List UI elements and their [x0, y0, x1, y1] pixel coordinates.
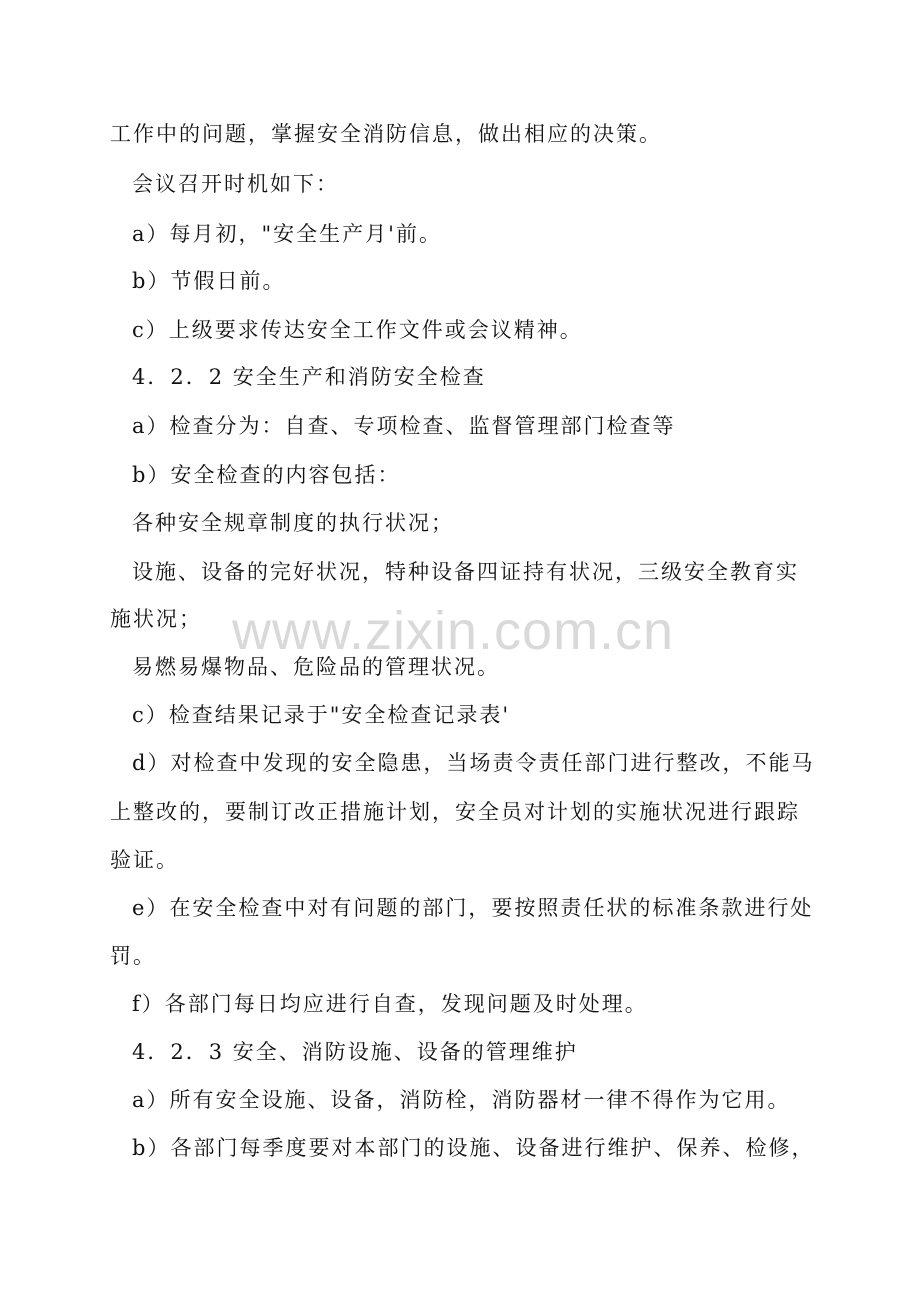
list-item-b: b）各部门每季度要对本部门的设施、设备进行维护、保养、检修， [132, 1136, 815, 1160]
list-item-c: c）上级要求传达安全工作文件或会议精神。 [132, 318, 583, 342]
paragraph-line: 各种安全规章制度的执行状况； [132, 511, 454, 535]
list-item-e: e）在安全检查中对有问题的部门，要按照责任状的标准条款进行处 [132, 896, 814, 920]
list-item-f: f）各部门每日均应进行自查，发现问题及时处理。 [132, 992, 648, 1016]
list-item-c: c）检查结果记录于"安全检查记录表' [132, 703, 511, 727]
paragraph-line: 设施、设备的完好状况，特种设备四证持有状况，三级安全教育实 [132, 560, 799, 584]
list-item-a: a）检查分为：自查、专项检查、监督管理部门检查等 [132, 414, 676, 438]
list-item-b: b）节假日前。 [132, 269, 286, 293]
paragraph-line: 罚。 [110, 944, 156, 968]
paragraph-line: 会议召开时机如下： [132, 172, 339, 196]
list-item-b: b）安全检查的内容包括： [132, 463, 401, 487]
section-heading: 4．2．3 安全、消防设施、设备的管理维护 [132, 1040, 578, 1064]
paragraph-line: 易燃易爆物品、危险品的管理状况。 [132, 655, 500, 679]
paragraph-line: 工作中的问题，掌握安全消防信息，做出相应的决策。 [110, 122, 662, 146]
list-item-a: a）所有安全设施、设备，消防栓，消防器材一律不得作为它用。 [132, 1088, 791, 1112]
list-item-a: a）每月初，"安全生产月'前。 [132, 222, 442, 246]
paragraph-line: 施状况； [110, 607, 202, 631]
paragraph-line: 验证。 [110, 848, 179, 872]
paragraph-line: 上整改的，要制订改正措施计划，安全员对计划的实施状况进行跟踪 [110, 800, 800, 824]
section-heading: 4．2．2 安全生产和消防安全检查 [132, 365, 486, 389]
list-item-d: d）对检查中发现的安全隐患，当场责令责任部门进行整改，不能马 [132, 751, 815, 775]
watermark: www.zixin.com.cn [232, 601, 675, 661]
